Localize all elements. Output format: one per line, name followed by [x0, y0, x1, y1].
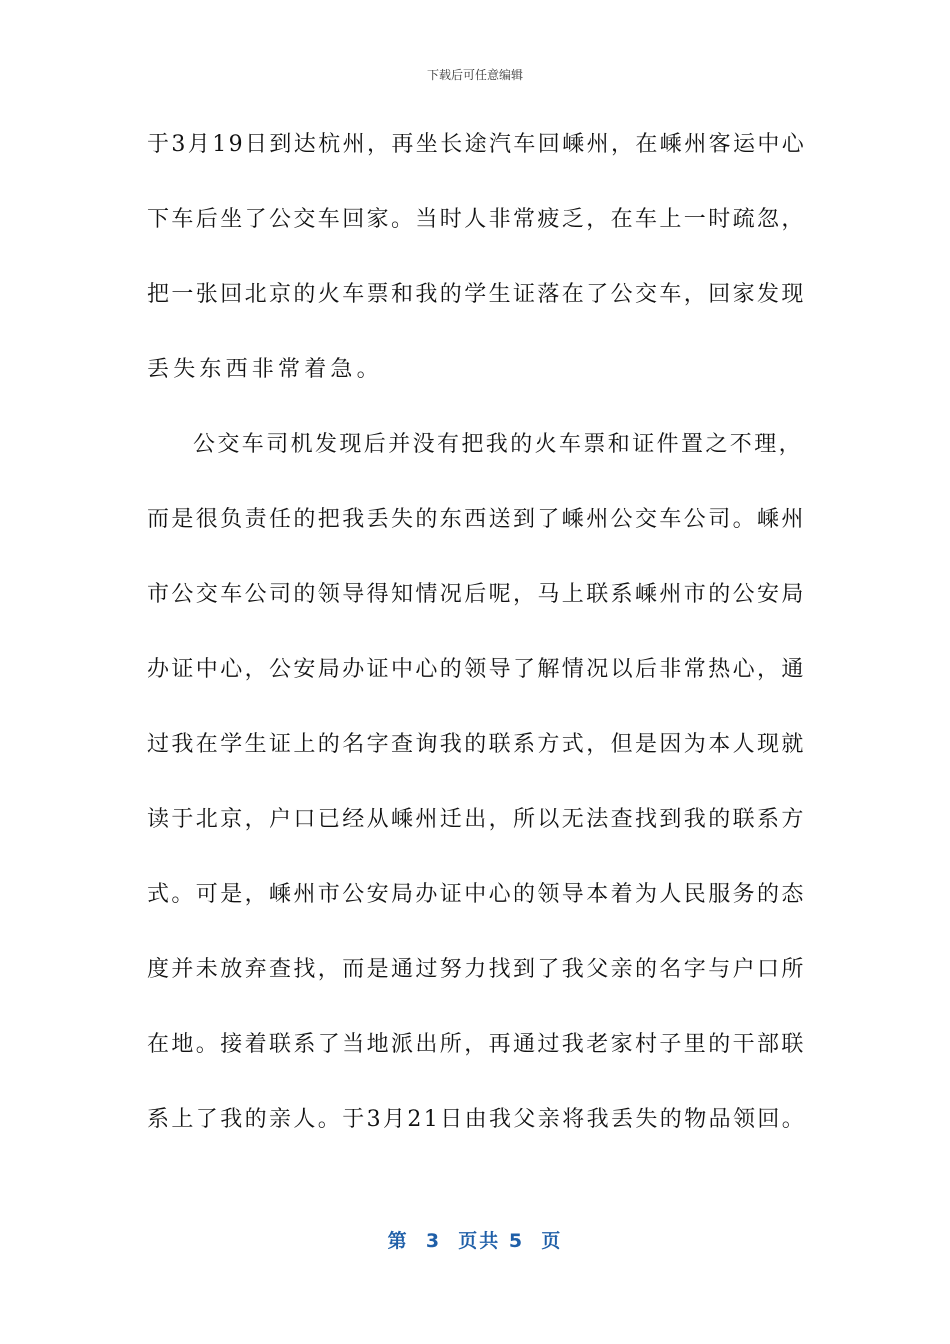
body-line: 度并未放弃查找，而是通过努力找到了我父亲的名字与户口所	[147, 957, 806, 982]
header-note: 下载后可任意编辑	[426, 68, 523, 82]
body-line: 下车后坐了公交车回家。当时人非常疲乏，在车上一时疏忽，	[147, 207, 806, 232]
body-line: 丢失东西非常着急。	[147, 357, 383, 382]
body-line: 系上了我的亲人。于3月21日由我父亲将我丢失的物品领回。	[147, 1107, 807, 1132]
body-line-indented: 公交车司机发现后并没有把我的火车票和证件置之不理，	[193, 432, 804, 457]
body-line: 式。可是，嵊州市公安局办证中心的领导本着为人民服务的态	[147, 882, 806, 907]
body-line: 办证中心，公安局办证中心的领导了解情况以后非常热心，通	[147, 657, 806, 682]
page-number-footer: 第 3 页共 5 页	[387, 1230, 563, 1252]
body-line: 在地。接着联系了当地派出所，再通过我老家村子里的干部联	[147, 1032, 806, 1057]
body-line: 市公交车公司的领导得知情况后呢，马上联系嵊州市的公安局	[147, 582, 806, 607]
body-line: 于3月19日到达杭州，再坐长途汽车回嵊州，在嵊州客运中心	[147, 132, 807, 157]
body-line: 把一张回北京的火车票和我的学生证落在了公交车，回家发现	[147, 282, 806, 307]
body-line: 过我在学生证上的名字查询我的联系方式，但是因为本人现就	[147, 732, 806, 757]
body-line: 读于北京，户口已经从嵊州迁出，所以无法查找到我的联系方	[147, 807, 806, 832]
body-line: 而是很负责任的把我丢失的东西送到了嵊州公交车公司。嵊州	[147, 507, 806, 532]
